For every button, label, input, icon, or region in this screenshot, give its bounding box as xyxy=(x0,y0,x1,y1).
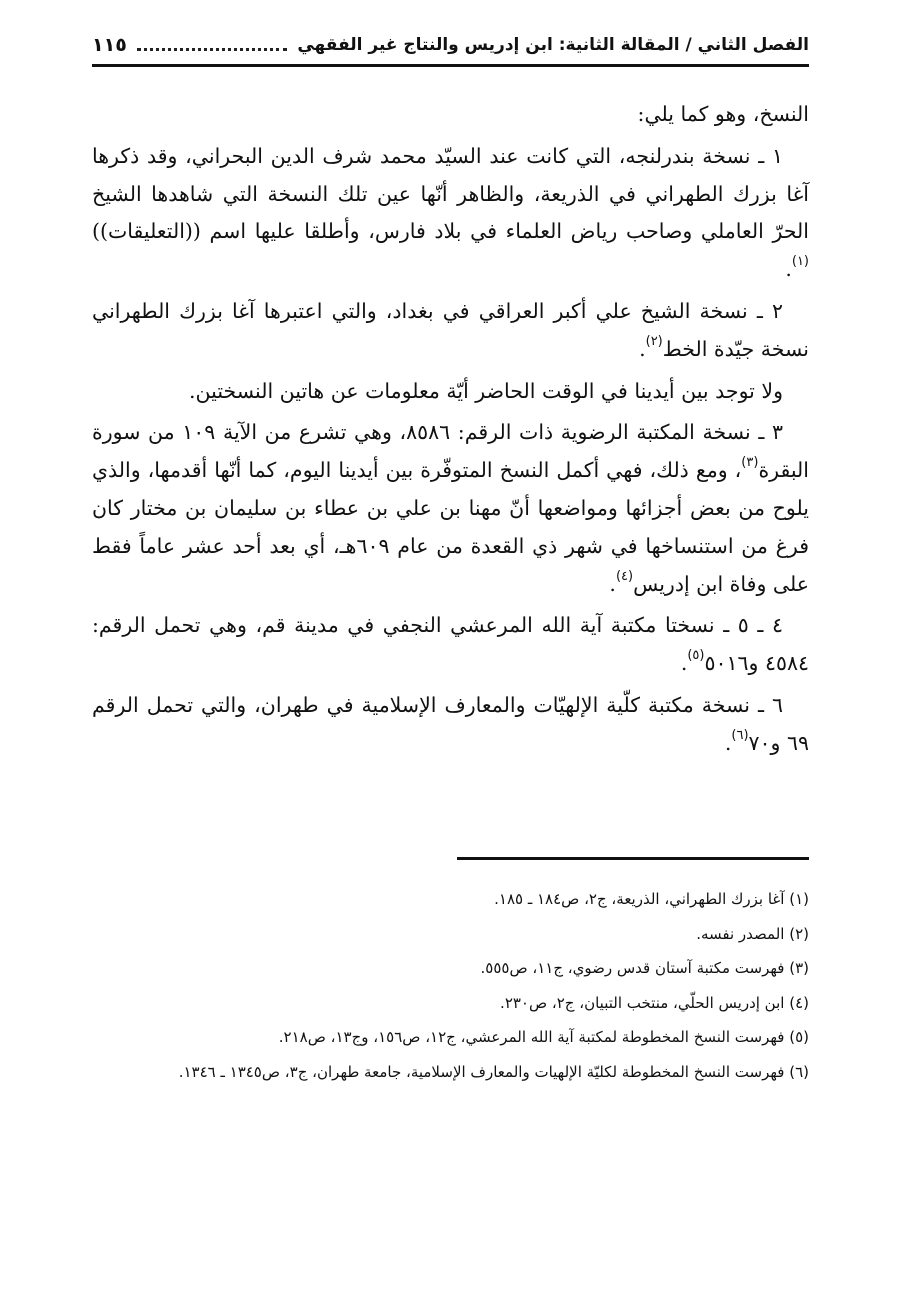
footnote-ref-6[interactable]: (٦) xyxy=(731,727,749,743)
footnote-2: (٢) المصدر نفسه. xyxy=(696,924,809,943)
header-rule xyxy=(92,64,809,67)
intro-line: النسخ، وهو كما يلي: xyxy=(637,102,809,126)
footnote-ref-1[interactable]: (١) xyxy=(791,254,809,270)
footnote-ref-3[interactable]: (٣) xyxy=(741,455,759,471)
footnote-ref-2[interactable]: (٢) xyxy=(645,333,663,349)
footnote-3: (٣) فهرست مكتبة آستان قدس رضوي، ج١١، ص٥٥٥. xyxy=(480,959,809,978)
paragraph-5: ٤ ـ ٥ ـ نسختا مكتبة آية الله المرعشي النجفي في مدينة قم، وهي تحمل الرقم: ٤٥٨٤ و٥٠١٦$^{(٥)}$. xyxy=(92,613,809,676)
paragraph-6: ٦ ـ نسخة مكتبة كلّية الإلهيّات والمعارف الإسلامية في طهران، والتي تحمل الرقم ٦٩ و٧٠$^{(٦)}$. xyxy=(92,692,809,755)
main-text xyxy=(92,96,809,763)
header-title: الفصل الثاني / المقالة الثانية: ابن إدريس والنتاج غير الفقهي xyxy=(297,35,809,55)
footnote-4: (٤) ابن إدريس الحلّي، منتخب التبيان، ج٢، ص٢٣٠. xyxy=(500,993,809,1012)
running-header xyxy=(92,30,809,60)
footnote-ref-4[interactable]: (٤) xyxy=(615,568,634,584)
footnote-6: (٦) فهرست النسخ المخطوطة لكليّة الإلهيات والمعارف الإسلامية، جامعة طهران، ج٣، ص١٣٤٥ ـ ١٣٤٦. xyxy=(178,1062,809,1081)
footnote-ref-5[interactable]: (٥) xyxy=(687,648,705,664)
footnotes xyxy=(92,882,809,1090)
footnote-5: (٥) فهرست النسخ المخطوطة لمكتبة آية الله المرعشي، ج١٢، ص١٥٦، وج١٣، ص٢١٨. xyxy=(278,1028,809,1047)
paragraph-4: ٣ ـ نسخة المكتبة الرضوية ذات الرقم: ٨٥٨٦، وهي تشرع من الآية ١٠٩ من سورة البقرة$^{(٣)}$، ومع ذلك، فهي أكمل النسخ المتوفّرة بين أيدينا اليوم، كما أنّها أقدمها، والذي يلوح من بعض أجزائها ومواضعها أنّ مهنا بن علي بن عطاء بن سليمان بن مختار كان فرغ من استنساخها في شهر ذي القعدة من عام ٦٠٩هـ، أي بعد أحد عشر عاماً فقط على وفاة ابن إدريس$^{(٤)}$. xyxy=(92,420,809,596)
paragraph-2: ٢ ـ نسخة الشيخ علي أكبر العراقي في بغداد، والتي اعتبرها آغا بزرك الطهراني نسخة جيّدة الخط$^{(٢)}$. xyxy=(92,298,809,361)
page-number: ١١٥ xyxy=(92,34,127,56)
paragraph-3: ولا توجد بين أيدينا في الوقت الحاضر أيّة معلومات عن هاتين النسختين. xyxy=(189,378,783,403)
footnote-separator xyxy=(457,857,809,860)
header-dot-leader xyxy=(137,48,288,51)
footnote-1: (١) آغا بزرك الطهراني، الذريعة، ج٢، ص١٨٤ ـ ١٨٥. xyxy=(494,890,809,908)
paragraph-1: ١ ـ نسخة بندرلنجه، التي كانت عند السيّد محمد شرف الدين البحراني، وقد ذكرها آغا بزرك الطهراني في الذريعة، والظاهر أنّها عين تلك النسخة التي شاهدها الشيخ الحرّ العاملي وصاحب رياض العلماء في بلاد فارس، وأطلقا عليها اسم ((التعليقات))$^{(١)}$. xyxy=(92,143,809,282)
